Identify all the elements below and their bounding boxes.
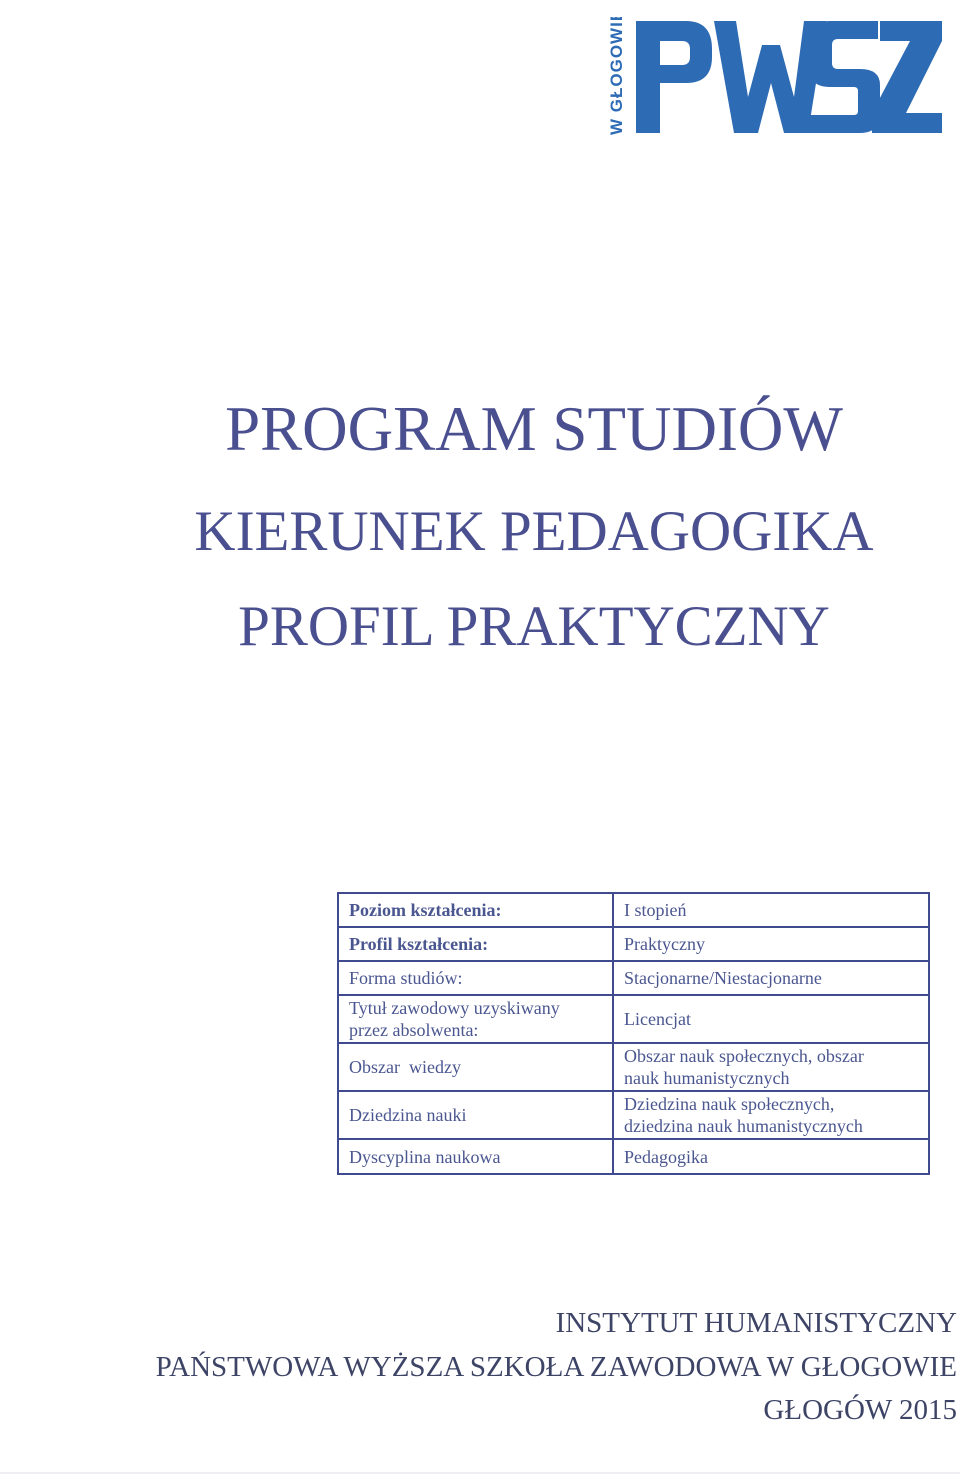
row-value (613, 1091, 929, 1139)
pwsz-logo-graphic (608, 17, 944, 137)
pwsz-logo (608, 17, 944, 137)
row-label: Obszar wiedzy (338, 1043, 613, 1091)
table-row (338, 1139, 929, 1174)
title-kierunek: KIERUNEK PEDAGOGIKA (194, 500, 874, 563)
row-value: I stopień (613, 893, 929, 927)
table-row (338, 995, 929, 1043)
row-label: Dziedzina nauki (338, 1091, 613, 1139)
row-value-line: nauk humanistycznych (624, 1068, 790, 1088)
logo-subtext: W GŁOGOWIE (608, 17, 626, 135)
row-label: Forma studiów: (338, 961, 613, 995)
title-program: PROGRAM STUDIÓW (225, 394, 843, 464)
footer-institute: INSTYTUT HUMANISTYCZNY (555, 1307, 957, 1339)
title-profil: PROFIL PRAKTYCZNY (238, 595, 830, 658)
row-value-line: Obszar nauk społecznych, obszar (624, 1046, 864, 1066)
table-row (338, 893, 929, 927)
footer-school: PAŃSTWOWA WYŻSZA SZKOŁA ZAWODOWA W GŁOGOWIE (155, 1351, 957, 1383)
row-value: Stacjonarne/Niestacjonarne (613, 961, 929, 995)
row-value: Pedagogika (613, 1139, 929, 1174)
row-label: Dyscyplina naukowa (338, 1139, 613, 1174)
row-label: Poziom kształcenia: (338, 893, 613, 927)
table-row (338, 961, 929, 995)
row-label-line: przez absolwenta: (349, 1020, 479, 1040)
row-label (338, 995, 613, 1043)
page-bottom-divider (0, 1472, 960, 1474)
row-value: Praktyczny (613, 927, 929, 961)
table-row (338, 1043, 929, 1091)
table-row (338, 927, 929, 961)
row-value: Licencjat (613, 995, 929, 1043)
row-label-line: Tytuł zawodowy uzyskiwany (349, 998, 560, 1018)
table-row (338, 1091, 929, 1139)
program-info-table (337, 892, 930, 1175)
row-label: Profil kształcenia: (338, 927, 613, 961)
footer-place-year: GŁOGÓW 2015 (763, 1394, 957, 1426)
row-value (613, 1043, 929, 1091)
row-value-line: Dziedzina nauk społecznych, (624, 1094, 835, 1114)
row-value-line: dziedzina nauk humanistycznych (624, 1116, 863, 1136)
